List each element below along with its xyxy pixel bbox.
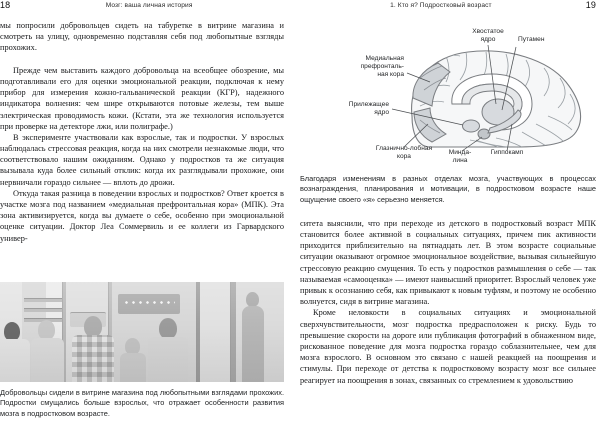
label-hippocampus: Гиппокамп xyxy=(490,149,524,156)
right-folio: 19 xyxy=(585,0,596,10)
right-page-content xyxy=(300,20,596,441)
paragraph: мы попросили добровольцев сидеть на табуретке в витрине магазина и смотреть на улицу, одновременно подставляя себя под любопытные взгляды прохожих. xyxy=(0,21,284,53)
label-amygdala-line2: лина xyxy=(452,157,468,164)
label-caudate-line2: ядро xyxy=(480,36,496,43)
paragraph: В эксперименте участвовали как взрослые, так и подростки. У взрослых наблюдалась стрессовая реакция, когда на них смотрели незнакомые люди, что соответствовало нашим ожиданиям. Однако у подростков та же ситуация вызывала куда более сильный отклик: когда их разглядывали прохожие, они нервничали гораздо сильнее — вплоть до дрожи. xyxy=(0,132,284,187)
label-mpfc-line1: Медиальная xyxy=(365,55,404,62)
storefront-photo-figure xyxy=(0,282,284,382)
label-amygdala-line1: Минда- xyxy=(448,149,472,156)
left-page-content xyxy=(0,20,284,441)
left-folio: 18 xyxy=(0,0,11,10)
label-accumbens-line2: ядро xyxy=(374,109,389,116)
photo-caption: Добровольцы сидели в витрине магазина под любопытными взглядами прохожих. Подростки смущались больше взрослых, что отражает особенности развития мозга в подростковом возрасте. xyxy=(0,388,284,418)
left-text-block-top xyxy=(0,20,284,54)
label-accumbens-line1: Прилежащее xyxy=(348,101,389,108)
label-mpfc-line3: ная кора xyxy=(377,71,404,78)
right-text-block xyxy=(300,218,596,386)
label-mpfc-line2: префронталь- xyxy=(360,63,404,70)
label-caudate-line1: Хвостатое xyxy=(472,28,504,35)
right-page xyxy=(292,0,600,441)
left-text-block-main xyxy=(0,65,284,244)
left-page xyxy=(0,0,292,441)
right-running-head xyxy=(300,0,596,20)
brain-figure-caption: Благодаря изменениям в разных отделах мозга, участвующих в процессах вознаграждения, планирования и мотивации, в подростковом возрасте наше ощущение своего «я» серьезно меняется. xyxy=(300,174,596,204)
brain-diagram-figure xyxy=(300,20,596,172)
left-running-head xyxy=(0,0,284,20)
photo-tone-overlay xyxy=(0,282,284,382)
paragraph: Откуда такая разница в поведении взрослых и подростков? Ответ кроется в участке мозга под названием «медиальная префронтальная кора» (МПК). Эта зона активизируется, когда вы думаете о себе, особенно при эмоциональной оценке ситуации. Доктор Леа Соммервиль и ее коллеги из Гарвардского универ- xyxy=(0,188,284,243)
brain-diagram-svg xyxy=(300,20,596,172)
paragraph: Кроме неловкости в социальных ситуациях и эмоциональной сверхчувствительности, мозг подростка предрасположен к риску. Будь то превышение скорости на дороге или публикация фотографий в обнаженном виде, рискованное поведение для мозга подростка гораздо соблазнительнее, чем для мозга взрослого. В основном это связано с нашей реакцией на поощрения и стимулы. При переходе от детства к подростковому возрасту мозг все сильнее реагирует на поощрения в зонах, связанных со стремлением к удовольствию xyxy=(300,308,596,385)
left-running-head-title: Мозг: ваша личная история xyxy=(105,1,193,9)
paragraph: Прежде чем выставить каждого добровольца на всеобщее обозрение, мы подготавливали его для оценки эмоциональной реакции, подключая к нему прибор для измерения кожно-гальванической реакции (КГР), надежного индикатора волнения: чем шире открываются потовые железы, тем выше электрическая проводимость кожи. (Кстати, эта же технология используется при проверке на детекторе лжи, или полиграфе.) xyxy=(0,65,284,131)
paragraph: ситета выяснили, что при переходе из детского в подростковый возраст МПК становится более активной в социальных ситуациях, причем пик активности приходится приблизительно на пятнадцать лет. В этом возрасте социальные ситуации оказывают огромное эмоциональное воздействие, вызывая сильнейшую стрессовую реакцию смущения. То есть у подростков размышления о себе — так называемая «самооценка» — имеют наивысший приоритет. Взрослый человек уже привык к осознанию себя, как привыкают к новым туфлям, и поэтому не особенно волнуется, сидя в витрине магазина. xyxy=(300,218,596,307)
label-putamen: Путамен xyxy=(518,36,545,43)
amygdala-region xyxy=(478,129,490,139)
storefront-photo xyxy=(0,282,284,382)
nucleus-accumbens-region xyxy=(463,120,480,132)
right-running-head-title: 1. Кто я? Подростковый возраст xyxy=(390,1,492,9)
label-ofc-line2: кора xyxy=(397,153,411,160)
label-ofc-line1: Глазнично-лобная xyxy=(375,145,433,152)
